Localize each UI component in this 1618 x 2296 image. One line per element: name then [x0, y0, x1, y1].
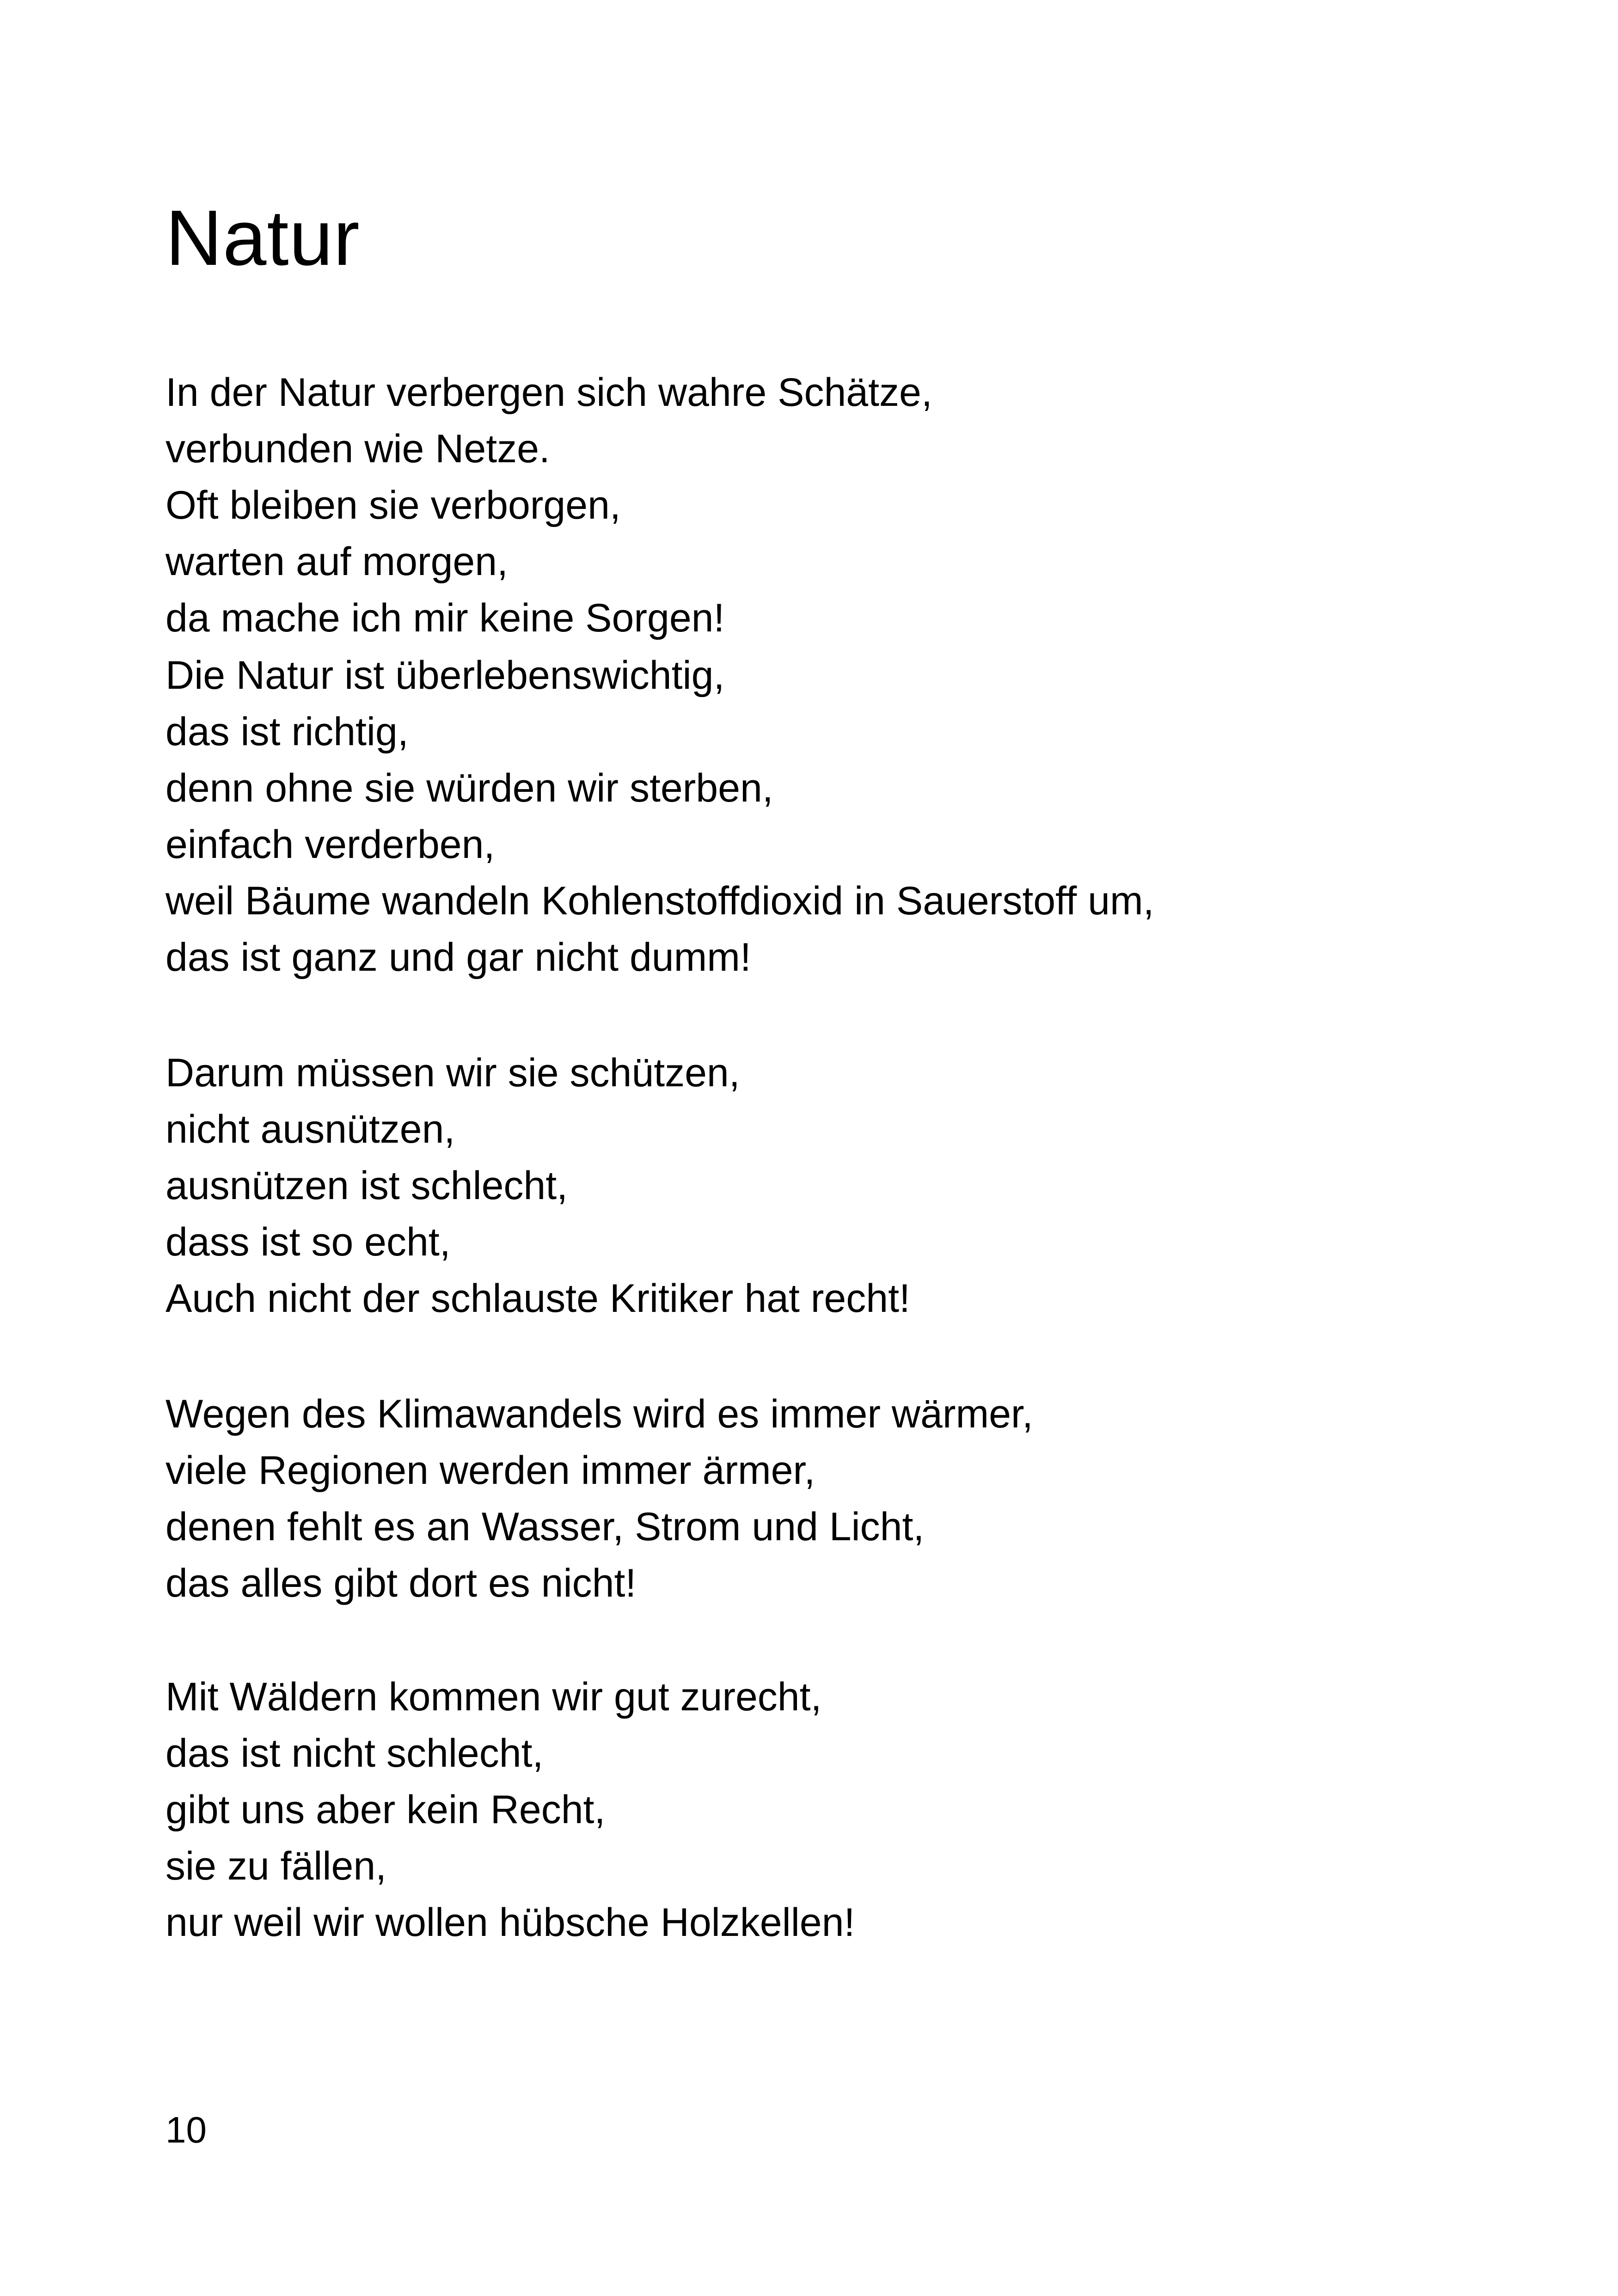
poem-line: viele Regionen werden immer ärmer, — [165, 1448, 815, 1493]
poem-line: ausnützen ist schlecht, — [165, 1163, 568, 1208]
poem-body — [165, 364, 1552, 1951]
poem-line: denn ohne sie würden wir sterben, — [165, 766, 773, 810]
poem-line: nur weil wir wollen hübsche Holzkellen! — [165, 1900, 855, 1945]
poem-line: Mit Wäldern kommen wir gut zurecht, — [165, 1675, 822, 1719]
poem-line: das ist richtig, — [165, 710, 409, 754]
poem-line: Die Natur ist überlebenswichtig, — [165, 653, 725, 698]
page-number: 10 — [165, 2109, 207, 2150]
stanza-5 — [165, 1669, 1552, 1951]
poem-line: einfach verderben, — [165, 822, 495, 867]
poem-line: denen fehlt es an Wasser, Strom und Licht, — [165, 1505, 925, 1549]
poem-line: sie zu fällen, — [165, 1844, 387, 1888]
poem-line: Darum müssen wir sie schützen, — [165, 1051, 740, 1095]
poem-line: das alles gibt dort es nicht! — [165, 1561, 637, 1605]
poem-line: nicht ausnützen, — [165, 1107, 455, 1151]
poem-line: das ist nicht schlecht, — [165, 1731, 544, 1776]
stanza-2 — [165, 647, 1552, 1045]
poem-line: da mache ich mir keine Sorgen! — [165, 596, 725, 640]
stanza-1 — [165, 364, 1552, 647]
poem-line: In der Natur verbergen sich wahre Schätze, — [165, 370, 932, 415]
poem-line: das ist ganz und gar nicht dumm! — [165, 935, 751, 980]
poem-line: warten auf morgen, — [165, 539, 508, 584]
poem-line: verbunden wie Netze. — [165, 427, 550, 471]
stanza-3 — [165, 1045, 1552, 1386]
poem-line: Auch nicht der schlauste Kritiker hat recht! — [165, 1276, 910, 1321]
poem-line: gibt uns aber kein Recht, — [165, 1788, 606, 1832]
poem-line: dass ist so echt, — [165, 1220, 451, 1264]
poem-line: Wegen des Klimawandels wird es immer wärmer, — [165, 1392, 1033, 1436]
stanza-4 — [165, 1386, 1552, 1669]
poem-line: weil Bäume wandeln Kohlenstoffdioxid in Sauerstoff um, — [165, 879, 1154, 923]
poem-title: Natur — [165, 194, 360, 282]
poem-line: Oft bleiben sie verborgen, — [165, 483, 621, 527]
